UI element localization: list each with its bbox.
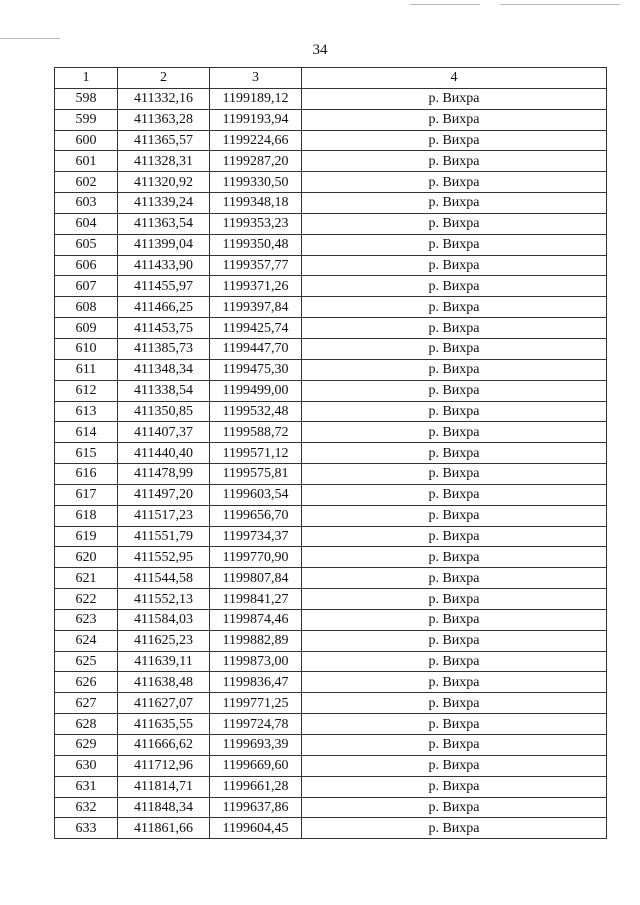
y-coordinate-cell: 1199348,18 (210, 193, 302, 214)
point-number-cell: 626 (55, 672, 118, 693)
object-name-cell: р. Вихра (302, 422, 607, 443)
point-number-cell: 627 (55, 693, 118, 714)
point-number-cell: 600 (55, 130, 118, 151)
object-name-cell: р. Вихра (302, 735, 607, 756)
table-row (55, 151, 607, 172)
y-coordinate-cell: 1199661,28 (210, 776, 302, 797)
y-coordinate-cell: 1199371,26 (210, 276, 302, 297)
object-name-cell: р. Вихра (302, 818, 607, 839)
x-coordinate-cell: 411627,07 (118, 693, 210, 714)
x-coordinate-cell: 411407,37 (118, 422, 210, 443)
y-coordinate-cell: 1199224,66 (210, 130, 302, 151)
y-coordinate-cell: 1199873,00 (210, 651, 302, 672)
y-coordinate-cell: 1199350,48 (210, 234, 302, 255)
x-coordinate-cell: 411584,03 (118, 609, 210, 630)
object-name-cell: р. Вихра (302, 755, 607, 776)
table-row (55, 776, 607, 797)
object-name-cell: р. Вихра (302, 484, 607, 505)
point-number-cell: 628 (55, 714, 118, 735)
y-coordinate-cell: 1199841,27 (210, 589, 302, 610)
scan-artifact (0, 38, 60, 39)
y-coordinate-cell: 1199656,70 (210, 505, 302, 526)
object-name-cell: р. Вихра (302, 130, 607, 151)
object-name-cell: р. Вихра (302, 109, 607, 130)
y-coordinate-cell: 1199734,37 (210, 526, 302, 547)
table-row (55, 172, 607, 193)
x-coordinate-cell: 411639,11 (118, 651, 210, 672)
y-coordinate-cell: 1199330,50 (210, 172, 302, 193)
y-coordinate-cell: 1199724,78 (210, 714, 302, 735)
table-row (55, 589, 607, 610)
point-number-cell: 623 (55, 609, 118, 630)
object-name-cell: р. Вихра (302, 651, 607, 672)
y-coordinate-cell: 1199669,60 (210, 755, 302, 776)
point-number-cell: 614 (55, 422, 118, 443)
table-row (55, 651, 607, 672)
object-name-cell: р. Вихра (302, 276, 607, 297)
table-row (55, 797, 607, 818)
point-number-cell: 599 (55, 109, 118, 130)
y-coordinate-cell: 1199499,00 (210, 380, 302, 401)
point-number-cell: 605 (55, 234, 118, 255)
point-number-cell: 613 (55, 401, 118, 422)
coordinates-table (54, 67, 607, 839)
y-coordinate-cell: 1199637,86 (210, 797, 302, 818)
x-coordinate-cell: 411339,24 (118, 193, 210, 214)
x-coordinate-cell: 411332,16 (118, 88, 210, 109)
point-number-cell: 624 (55, 630, 118, 651)
object-name-cell: р. Вихра (302, 318, 607, 339)
table-row (55, 88, 607, 109)
y-coordinate-cell: 1199693,39 (210, 735, 302, 756)
point-number-cell: 629 (55, 735, 118, 756)
point-number-cell: 615 (55, 443, 118, 464)
y-coordinate-cell: 1199575,81 (210, 464, 302, 485)
object-name-cell: р. Вихра (302, 193, 607, 214)
point-number-cell: 604 (55, 213, 118, 234)
table-row (55, 401, 607, 422)
object-name-cell: р. Вихра (302, 380, 607, 401)
object-name-cell: р. Вихра (302, 547, 607, 568)
object-name-cell: р. Вихра (302, 776, 607, 797)
x-coordinate-cell: 411385,73 (118, 338, 210, 359)
x-coordinate-cell: 411455,97 (118, 276, 210, 297)
y-coordinate-cell: 1199425,74 (210, 318, 302, 339)
table-row (55, 484, 607, 505)
x-coordinate-cell: 411365,57 (118, 130, 210, 151)
x-coordinate-cell: 411625,23 (118, 630, 210, 651)
point-number-cell: 601 (55, 151, 118, 172)
table-row (55, 193, 607, 214)
table-row (55, 818, 607, 839)
x-coordinate-cell: 411544,58 (118, 568, 210, 589)
object-name-cell: р. Вихра (302, 359, 607, 380)
point-number-cell: 606 (55, 255, 118, 276)
y-coordinate-cell: 1199771,25 (210, 693, 302, 714)
point-number-cell: 625 (55, 651, 118, 672)
x-coordinate-cell: 411552,13 (118, 589, 210, 610)
point-number-cell: 631 (55, 776, 118, 797)
scan-artifact (500, 4, 620, 5)
x-coordinate-cell: 411328,31 (118, 151, 210, 172)
table-row (55, 338, 607, 359)
y-coordinate-cell: 1199193,94 (210, 109, 302, 130)
x-coordinate-cell: 411466,25 (118, 297, 210, 318)
point-number-cell: 610 (55, 338, 118, 359)
object-name-cell: р. Вихра (302, 88, 607, 109)
x-coordinate-cell: 411666,62 (118, 735, 210, 756)
y-coordinate-cell: 1199475,30 (210, 359, 302, 380)
point-number-cell: 611 (55, 359, 118, 380)
table-row (55, 464, 607, 485)
table-row (55, 213, 607, 234)
header-cell-y: 3 (210, 68, 302, 89)
table-row (55, 276, 607, 297)
x-coordinate-cell: 411712,96 (118, 755, 210, 776)
point-number-cell: 612 (55, 380, 118, 401)
y-coordinate-cell: 1199397,84 (210, 297, 302, 318)
x-coordinate-cell: 411433,90 (118, 255, 210, 276)
object-name-cell: р. Вихра (302, 526, 607, 547)
table-row (55, 547, 607, 568)
object-name-cell: р. Вихра (302, 338, 607, 359)
object-name-cell: р. Вихра (302, 297, 607, 318)
table-row (55, 505, 607, 526)
x-coordinate-cell: 411348,34 (118, 359, 210, 380)
x-coordinate-cell: 411552,95 (118, 547, 210, 568)
y-coordinate-cell: 1199836,47 (210, 672, 302, 693)
object-name-cell: р. Вихра (302, 172, 607, 193)
point-number-cell: 622 (55, 589, 118, 610)
point-number-cell: 602 (55, 172, 118, 193)
object-name-cell: р. Вихра (302, 401, 607, 422)
x-coordinate-cell: 411363,28 (118, 109, 210, 130)
object-name-cell: р. Вихра (302, 505, 607, 526)
point-number-cell: 619 (55, 526, 118, 547)
y-coordinate-cell: 1199807,84 (210, 568, 302, 589)
x-coordinate-cell: 411453,75 (118, 318, 210, 339)
y-coordinate-cell: 1199353,23 (210, 213, 302, 234)
object-name-cell: р. Вихра (302, 151, 607, 172)
table-row (55, 359, 607, 380)
point-number-cell: 630 (55, 755, 118, 776)
point-number-cell: 607 (55, 276, 118, 297)
table-row (55, 109, 607, 130)
y-coordinate-cell: 1199447,70 (210, 338, 302, 359)
table-row (55, 630, 607, 651)
x-coordinate-cell: 411635,55 (118, 714, 210, 735)
x-coordinate-cell: 411497,20 (118, 484, 210, 505)
object-name-cell: р. Вихра (302, 443, 607, 464)
x-coordinate-cell: 411320,92 (118, 172, 210, 193)
x-coordinate-cell: 411814,71 (118, 776, 210, 797)
table-row (55, 422, 607, 443)
y-coordinate-cell: 1199588,72 (210, 422, 302, 443)
y-coordinate-cell: 1199287,20 (210, 151, 302, 172)
point-number-cell: 633 (55, 818, 118, 839)
y-coordinate-cell: 1199571,12 (210, 443, 302, 464)
object-name-cell: р. Вихра (302, 213, 607, 234)
header-cell-x: 2 (118, 68, 210, 89)
y-coordinate-cell: 1199603,54 (210, 484, 302, 505)
table-row (55, 568, 607, 589)
y-coordinate-cell: 1199770,90 (210, 547, 302, 568)
object-name-cell: р. Вихра (302, 609, 607, 630)
x-coordinate-cell: 411638,48 (118, 672, 210, 693)
point-number-cell: 598 (55, 88, 118, 109)
point-number-cell: 618 (55, 505, 118, 526)
object-name-cell: р. Вихра (302, 630, 607, 651)
x-coordinate-cell: 411478,99 (118, 464, 210, 485)
point-number-cell: 608 (55, 297, 118, 318)
x-coordinate-cell: 411551,79 (118, 526, 210, 547)
table-body (55, 88, 607, 838)
table-row (55, 609, 607, 630)
table-row (55, 234, 607, 255)
table-row (55, 297, 607, 318)
table-row (55, 380, 607, 401)
table-row (55, 130, 607, 151)
x-coordinate-cell: 411350,85 (118, 401, 210, 422)
object-name-cell: р. Вихра (302, 464, 607, 485)
point-number-cell: 609 (55, 318, 118, 339)
object-name-cell: р. Вихра (302, 255, 607, 276)
table-row (55, 443, 607, 464)
point-number-cell: 617 (55, 484, 118, 505)
table-row (55, 693, 607, 714)
point-number-cell: 620 (55, 547, 118, 568)
object-name-cell: р. Вихра (302, 568, 607, 589)
y-coordinate-cell: 1199189,12 (210, 88, 302, 109)
object-name-cell: р. Вихра (302, 714, 607, 735)
object-name-cell: р. Вихра (302, 234, 607, 255)
x-coordinate-cell: 411440,40 (118, 443, 210, 464)
object-name-cell: р. Вихра (302, 589, 607, 610)
point-number-cell: 616 (55, 464, 118, 485)
table-row (55, 672, 607, 693)
x-coordinate-cell: 411861,66 (118, 818, 210, 839)
y-coordinate-cell: 1199604,45 (210, 818, 302, 839)
header-cell-point-number: 1 (55, 68, 118, 89)
table-header-row (55, 68, 607, 89)
object-name-cell: р. Вихра (302, 797, 607, 818)
y-coordinate-cell: 1199874,46 (210, 609, 302, 630)
page-number: 34 (312, 42, 328, 58)
x-coordinate-cell: 411399,04 (118, 234, 210, 255)
point-number-cell: 632 (55, 797, 118, 818)
header-cell-object: 4 (302, 68, 607, 89)
object-name-cell: р. Вихра (302, 672, 607, 693)
x-coordinate-cell: 411338,54 (118, 380, 210, 401)
x-coordinate-cell: 411848,34 (118, 797, 210, 818)
y-coordinate-cell: 1199532,48 (210, 401, 302, 422)
table-row (55, 735, 607, 756)
scan-artifact (410, 4, 480, 5)
y-coordinate-cell: 1199882,89 (210, 630, 302, 651)
y-coordinate-cell: 1199357,77 (210, 255, 302, 276)
object-name-cell: р. Вихра (302, 693, 607, 714)
table-row (55, 714, 607, 735)
table-row (55, 526, 607, 547)
point-number-cell: 603 (55, 193, 118, 214)
table-row (55, 318, 607, 339)
x-coordinate-cell: 411363,54 (118, 213, 210, 234)
point-number-cell: 621 (55, 568, 118, 589)
table-row (55, 255, 607, 276)
x-coordinate-cell: 411517,23 (118, 505, 210, 526)
table-row (55, 755, 607, 776)
